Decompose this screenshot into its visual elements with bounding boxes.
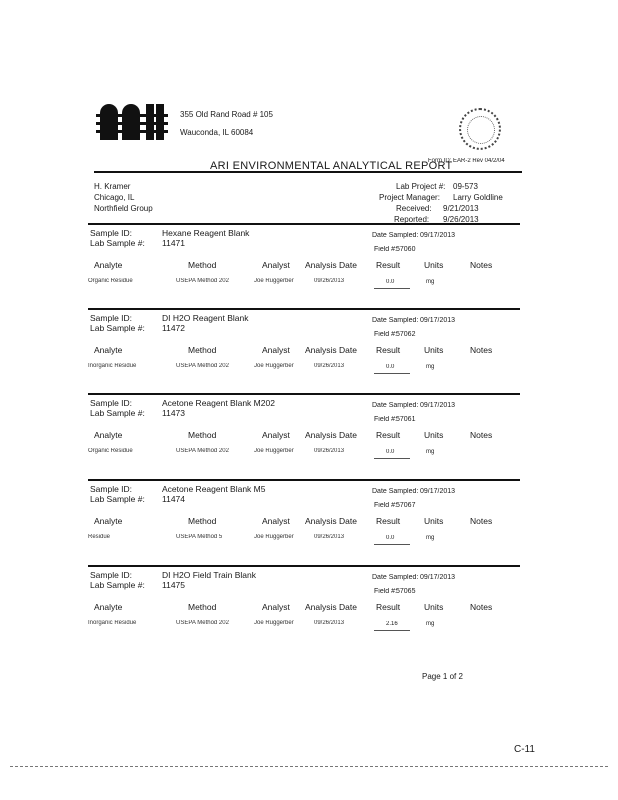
column-analyst: Analyst [262,602,290,612]
address-line-2: Wauconda, IL 60084 [180,128,254,137]
lab-sample-number: 11473 [162,408,186,418]
section-rule [88,308,520,310]
analysis-date-value: 09/26/2013 [314,620,345,626]
analyte-value: Organic Residue [88,448,133,454]
section-rule [88,565,520,567]
column-analysis-date: Analysis Date [305,602,357,612]
result-underline [374,544,410,545]
method-value: USEPA Method 202 [176,620,229,626]
scan-edge-line [10,766,608,767]
column-analyte: Analyte [94,430,123,440]
lab-project-number: 09-573 [453,182,478,191]
field-number: 57065 [396,588,416,595]
column-analyst: Analyst [262,345,290,355]
project-label-3: Received: [396,204,432,213]
column-result: Result [376,516,401,526]
analysis-date-value: 09/26/2013 [314,448,345,454]
page-number: Page 1 of 2 [422,672,463,681]
project-label-2: Project Manager: [379,193,440,202]
field-number: 57060 [396,246,416,253]
column-analyst: Analyst [262,430,290,440]
sample-id: DI H2O Field Train Blank [162,570,257,580]
date-sampled: 09/17/2013 [420,402,456,409]
column-units: Units [424,260,444,270]
field-label: Field #: [374,502,397,509]
method-value: USEPA Method 5 [176,534,223,540]
column-result: Result [376,602,401,612]
column-notes: Notes [470,345,493,355]
method-value: USEPA Method 202 [176,363,229,369]
column-units: Units [424,430,444,440]
report-form-code: Form ID: EAR-2 Rev 04/2/04 [428,158,505,164]
field-number: 57062 [396,331,416,338]
client-line-3: Northfield Group [94,204,153,213]
column-method: Method [188,516,217,526]
result-underline [374,458,410,459]
field-label: Field #: [374,331,397,338]
column-result: Result [376,345,401,355]
analyst-value: Joe Ruggerber [254,534,294,540]
client-line-1: H. Kramer [94,182,131,191]
column-method: Method [188,345,217,355]
analyst-value: Joe Ruggerber [254,278,294,284]
column-analyst: Analyst [262,260,290,270]
units-value: mg [426,535,435,541]
analyte-value: Inorganic Residue [88,620,137,626]
document-code: C-11 [514,744,535,755]
section-rule [88,223,520,225]
sample-id: DI H2O Reagent Blank [162,313,249,323]
column-notes: Notes [470,602,493,612]
result-value: 0.0 [386,535,395,541]
sample-id-label: Sample ID: [90,313,133,323]
analyst-value: Joe Ruggerber [254,620,294,626]
ari-logo [96,100,168,144]
field-label: Field #: [374,416,397,423]
section-rule [88,479,520,481]
units-value: mg [426,279,435,285]
analysis-date-value: 09/26/2013 [314,363,345,369]
column-units: Units [424,345,444,355]
date-sampled-label: Date Sampled: [372,402,419,409]
analysis-date-value: 09/26/2013 [314,534,345,540]
units-value: mg [426,449,435,455]
client-line-2: Chicago, IL [94,193,135,202]
project-manager: Larry Goldline [453,193,503,202]
accreditation-seal [459,108,501,150]
field-label: Field #: [374,588,397,595]
address-line-1: 355 Old Rand Road # 105 [180,110,273,119]
analyst-value: Joe Ruggerber [254,363,294,369]
field-number: 57067 [396,502,416,509]
reported-date: 9/26/2013 [443,215,479,224]
lab-sample-number: 11471 [162,238,186,248]
date-sampled-label: Date Sampled: [372,574,419,581]
result-value: 0.0 [386,449,395,455]
result-underline [374,630,410,631]
analyst-value: Joe Ruggerber [254,448,294,454]
sample-id: Acetone Reagent Blank M5 [162,484,266,494]
column-analysis-date: Analysis Date [305,516,357,526]
date-sampled-label: Date Sampled: [372,232,419,239]
column-units: Units [424,516,444,526]
column-analyst: Analyst [262,516,290,526]
column-method: Method [188,602,217,612]
date-sampled: 09/17/2013 [420,317,456,324]
column-result: Result [376,430,401,440]
date-sampled-label: Date Sampled: [372,488,419,495]
column-units: Units [424,602,444,612]
result-value: 0.0 [386,279,395,285]
column-analyte: Analyte [94,602,123,612]
column-analysis-date: Analysis Date [305,345,357,355]
analyte-value: Residue [88,534,111,540]
column-analyte: Analyte [94,345,123,355]
column-analyte: Analyte [94,260,123,270]
lab-sample-number: 11475 [162,580,186,590]
method-value: USEPA Method 202 [176,278,229,284]
lab-sample-number: 11474 [162,494,186,504]
date-sampled: 09/17/2013 [420,574,456,581]
result-underline [374,288,410,289]
units-value: mg [426,621,435,627]
result-underline [374,373,410,374]
method-value: USEPA Method 202 [176,448,229,454]
lab-sample-number: 11472 [162,323,186,333]
date-sampled: 09/17/2013 [420,488,456,495]
lab-sample-label: Lab Sample #: [90,238,145,248]
column-notes: Notes [470,430,493,440]
sample-id-label: Sample ID: [90,398,133,408]
column-analysis-date: Analysis Date [305,430,357,440]
date-sampled: 09/17/2013 [420,232,456,239]
field-label: Field #: [374,246,397,253]
column-notes: Notes [470,260,493,270]
column-method: Method [188,260,217,270]
units-value: mg [426,364,435,370]
sample-id-label: Sample ID: [90,570,133,580]
analyte-value: Inorganic Residue [88,363,137,369]
column-notes: Notes [470,516,493,526]
field-number: 57061 [396,416,416,423]
lab-sample-label: Lab Sample #: [90,408,145,418]
lab-sample-label: Lab Sample #: [90,323,145,333]
lab-sample-label: Lab Sample #: [90,580,145,590]
result-value: 0.0 [386,364,395,370]
sample-id: Acetone Reagent Blank M202 [162,398,275,408]
column-method: Method [188,430,217,440]
sample-id: Hexane Reagent Blank [162,228,250,238]
project-label-1: Lab Project #: [396,182,446,191]
column-analysis-date: Analysis Date [305,260,357,270]
sample-id-label: Sample ID: [90,484,133,494]
report-title: ARI ENVIRONMENTAL ANALYTICAL REPORT [210,160,453,172]
project-label-4: Reported: [394,215,430,224]
analyte-value: Organic Residue [88,278,133,284]
lab-sample-label: Lab Sample #: [90,494,145,504]
received-date: 9/21/2013 [443,204,479,213]
analysis-date-value: 09/26/2013 [314,278,345,284]
date-sampled-label: Date Sampled: [372,317,419,324]
sample-id-label: Sample ID: [90,228,133,238]
section-rule [88,393,520,395]
result-value: 2.16 [386,621,398,627]
column-result: Result [376,260,401,270]
column-analyte: Analyte [94,516,123,526]
